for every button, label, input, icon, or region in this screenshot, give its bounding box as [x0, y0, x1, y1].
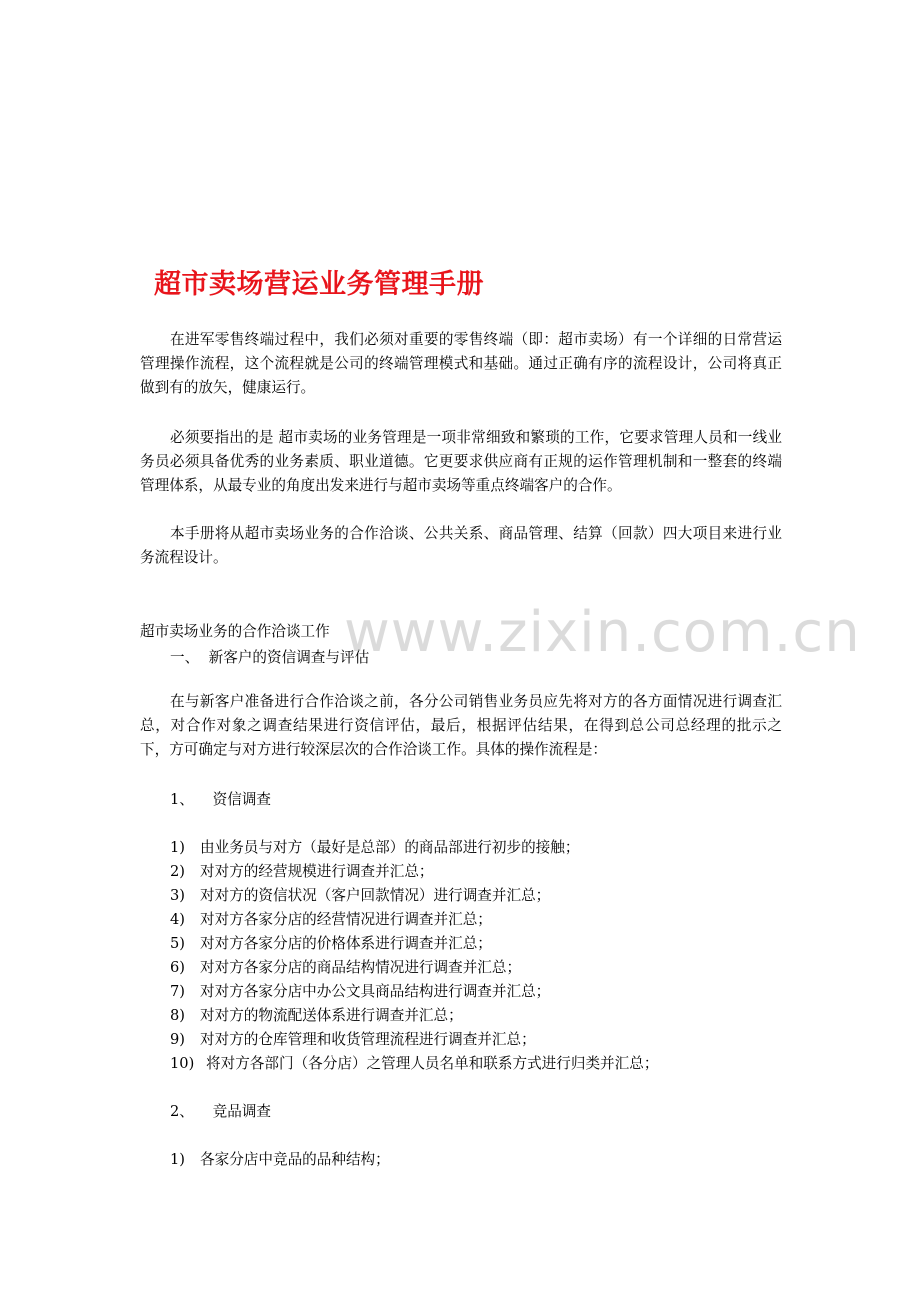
- list-item-text: 对对方的物流配送体系进行调查并汇总；: [200, 1007, 463, 1024]
- list-item: [170, 836, 579, 860]
- list-item-text: 对对方各家分店的商品结构情况进行调查并汇总；: [200, 959, 522, 976]
- list-item-text: 对对方各家分店的经营情况进行调查并汇总；: [200, 911, 492, 928]
- list-item: [170, 980, 550, 1004]
- list-item: [170, 932, 492, 956]
- list-item-number: 10): [170, 1055, 195, 1072]
- subsection-heading: [170, 646, 369, 670]
- list-item: [170, 956, 521, 980]
- document-title: 超市卖场营运业务管理手册: [154, 269, 484, 300]
- item-number: 1、: [170, 791, 194, 808]
- paragraph-requirements: 必须要指出的是 超市卖场的业务管理是一项非常细致和繁琐的工作，它要求管理人员和一线业务员必须具备优秀的业务素质、职业道德。它更要求供应商有正规的运作管理机制和一整套的终端管理体系，从最专业的角度出发来进行与超市卖场等重点终端客户的合作。: [140, 429, 782, 494]
- list-item-number: 1): [170, 1151, 185, 1168]
- list-item-text: 对对方的经营规模进行调查并汇总；: [200, 863, 434, 880]
- list-item-number: 6): [170, 959, 185, 976]
- list-item: [170, 1148, 390, 1172]
- item-heading-competitor-survey: [170, 1100, 271, 1124]
- section-title: 超市卖场业务的合作洽谈工作: [140, 623, 330, 640]
- list-item-text: 对对方的仓库管理和收货管理流程进行调查并汇总；: [200, 1031, 536, 1048]
- list-item-text: 将对方各部门（各分店）之管理人员名单和联系方式进行归类并汇总；: [206, 1055, 659, 1072]
- watermark: www.zixin.com.cn: [344, 600, 861, 665]
- list-item-number: 4): [170, 911, 185, 928]
- list-item: [170, 1028, 536, 1052]
- list-item-text: 对对方的资信状况（客户回款情况）进行调查并汇总；: [200, 887, 551, 904]
- list-item-number: 1): [170, 839, 185, 856]
- list-item: [170, 884, 550, 908]
- paragraph-intro: 在进军零售终端过程中，我们必须对重要的零售终端（即：超市卖场）有一个详细的日常营运管理操作流程，这个流程就是公司的终端管理模式和基础。通过正确有序的流程设计，公司将真正做到有的放矢，健康运行。: [140, 331, 782, 396]
- subsection-number: 一、: [170, 649, 200, 666]
- paragraph-procedure-intro: 在与新客户准备进行合作洽谈之前，各分公司销售业务员应先将对方的各方面情况进行调查汇总，对合作对象之调查结果进行资信评估，最后，根据评估结果，在得到总公司总经理的批示之下，方可确定与对方进行较深层次的合作洽谈工作。具体的操作流程是：: [140, 693, 782, 758]
- item-heading-credit-survey: [170, 788, 271, 812]
- list-item: [170, 1052, 658, 1076]
- subsection-title: 新客户的资信调查与评估: [208, 649, 370, 666]
- list-item-text: 各家分店中竞品的品种结构；: [200, 1151, 390, 1168]
- list-item: [170, 1004, 463, 1028]
- list-item-text: 由业务员与对方（最好是总部）的商品部进行初步的接触；: [200, 839, 580, 856]
- item-title: 竞品调查: [212, 1103, 272, 1120]
- list-item-number: 5): [170, 935, 185, 952]
- list-item: [170, 908, 492, 932]
- list-item-number: 3): [170, 887, 185, 904]
- list-item-number: 7): [170, 983, 185, 1000]
- list-item-text: 对对方各家分店中办公文具商品结构进行调查并汇总；: [200, 983, 551, 1000]
- list-item-number: 8): [170, 1007, 185, 1024]
- item-title: 资信调查: [212, 791, 272, 808]
- item-number: 2、: [170, 1103, 194, 1120]
- list-item-number: 2): [170, 863, 185, 880]
- list-item-number: 9): [170, 1031, 185, 1048]
- paragraph-scope: 本手册将从超市卖场业务的合作洽谈、公共关系、商品管理、结算（回款）四大项目来进行业务流程设计。: [140, 525, 782, 566]
- list-item: [170, 860, 434, 884]
- list-item-text: 对对方各家分店的价格体系进行调查并汇总；: [200, 935, 492, 952]
